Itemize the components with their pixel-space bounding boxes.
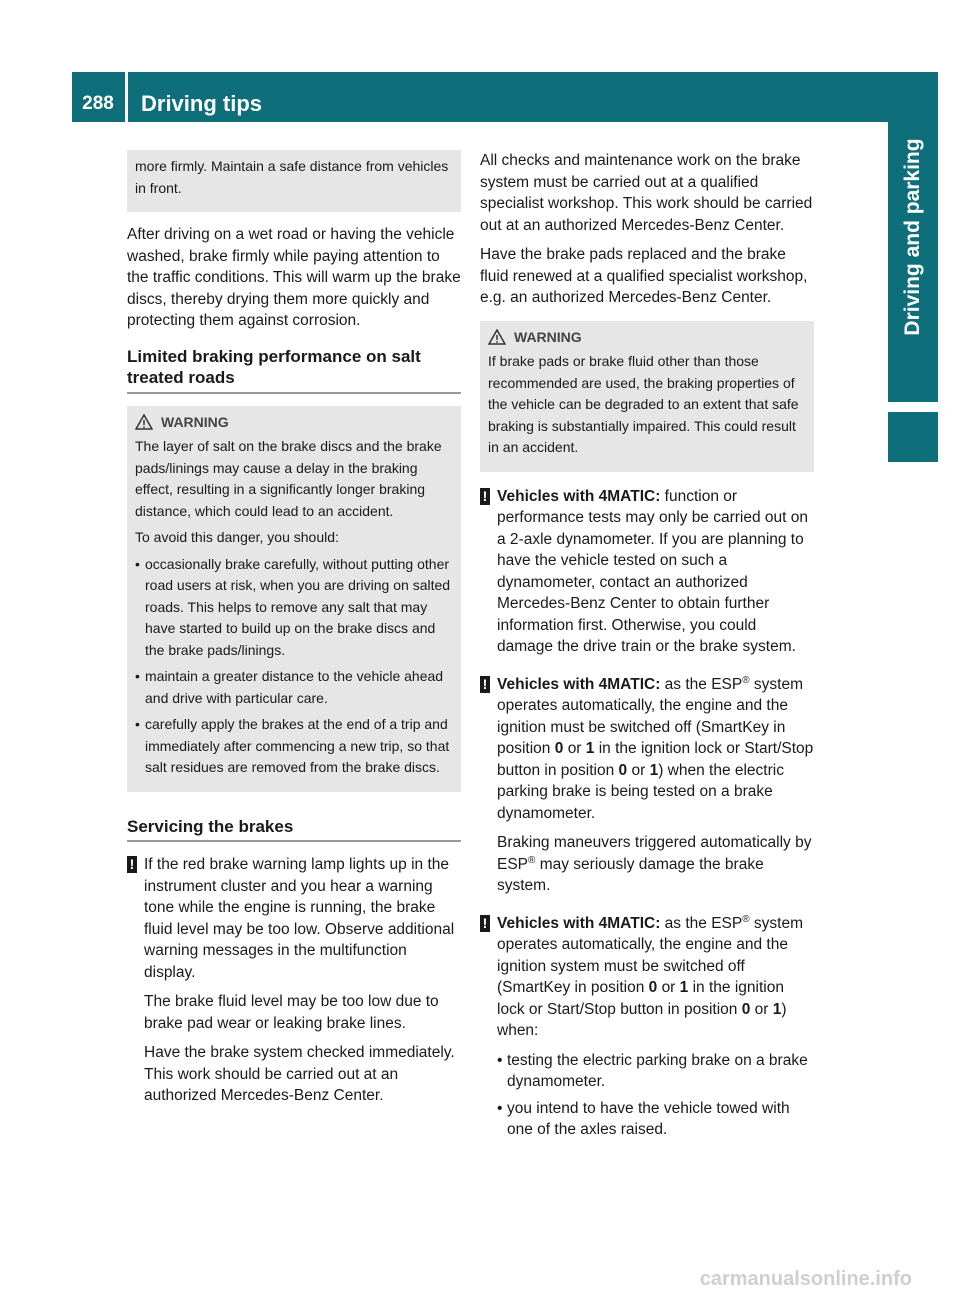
note-text: as the ESP: [664, 914, 743, 932]
maintenance-paragraph: All checks and maintenance work on the brake system must be carried out at a qualified specialist workshop. This work should be carried out at an authorized Mercedes-Benz Center.: [480, 152, 813, 234]
page-number: 288: [82, 93, 114, 114]
list-item: • occasionally brake carefully, without putting other road users at risk, when you are driving on salted roads. This helps to remove any salt that may have started to build up on the brake discs and the brake pads/linings.: [135, 554, 453, 662]
position-value: 0: [648, 979, 658, 996]
brake-pads-paragraph: Have the brake pads replaced and the brake fluid renewed at a qualified specialist workshop, e.g. an authorized Mercedes-Benz Center.: [480, 246, 808, 306]
position-value: 1: [772, 1000, 782, 1018]
section-side-tab-label-wrap: [888, 72, 938, 402]
position-value: 1: [585, 740, 595, 757]
position-value: 1: [679, 979, 689, 996]
note-text: function or performance tests may only be carried out on a 2-axle dynamometer. If you are planning to have the vehicle tested on such a dynamometer, contact an authorized Mercedes-Benz Center to obtain further information first. Otherwise, you could damage the drive train or the brake system.: [497, 487, 809, 655]
warning-title-salt: [135, 412, 453, 434]
note-text: may seriously damage the brake system.: [497, 855, 764, 894]
warning-salt-intro: To avoid this danger, you should:: [135, 529, 339, 545]
registered-mark: ®: [742, 674, 750, 686]
note-text: as the ESP: [664, 675, 743, 693]
note-text: system operates automatically, the engine and the ignition must be switched off (SmartKey in position: [497, 675, 803, 757]
list-item: • you intend to have the vehicle towed with one of the axles raised.: [497, 1098, 814, 1141]
warning-fluid-text: If brake pads or brake fluid other than those recommended are used, the braking properties of the vehicle can be degraded to an extent that safe braking is substantially impaired. This could result in an accident.: [488, 353, 799, 455]
warning-label: WARNING: [161, 413, 229, 430]
position-value: 0: [618, 761, 628, 779]
section-side-tab-label: Driving and parking: [901, 138, 924, 336]
continued-warning-box: [127, 150, 461, 212]
note-text: in the ignition lock or Start/Stop button in position: [497, 740, 814, 779]
note-text: or: [567, 740, 582, 757]
note-4matic-dynamometer: [480, 486, 814, 666]
page-title: Driving tips: [141, 91, 263, 116]
continued-warning-text: more firmly. Maintain a safe distance from vehicles in front.: [135, 158, 449, 196]
note-text: Have the brake system checked immediately. This work should be carried out at an authorized Mercedes-Benz Center.: [144, 1044, 455, 1104]
note-text: ) when the electric parking brake is being tested on a brake dynamometer.: [497, 761, 784, 822]
caution-mark-icon: !: [127, 854, 144, 1115]
warning-triangle-icon: [135, 414, 153, 430]
note-text: or: [661, 979, 676, 996]
note-text: or: [631, 761, 646, 779]
warning-salt-text: The layer of salt on the brake discs and the brake pads/linings may cause a delay in the braking effect, resulting in a significantly longer braking distance, which could lead to an accident.: [135, 438, 442, 519]
note-text: If the red brake warning lamp lights up in the instrument cluster and you hear a warning tone while the engine is running, the brake fluid level may be too low. Observe additional warning messages in the multifunction display.: [144, 856, 455, 981]
caution-mark-icon: !: [480, 674, 497, 905]
note-bold-label: Vehicles with 4MATIC:: [497, 914, 661, 932]
note-4matic-parking-brake: [480, 674, 814, 905]
warning-triangle-icon: [488, 329, 506, 345]
warning-label: WARNING: [514, 328, 582, 345]
list-item-text: maintain a greater distance to the vehicle ahead and drive with particular care.: [145, 668, 444, 706]
list-item-text: occasionally brake carefully, without putting other road users at risk, when you are driving on salted roads. This helps to remove any salt that may have started to build up on the brake discs and the brake pads/linings.: [145, 555, 451, 658]
right-column: [480, 150, 814, 1154]
left-column: [127, 150, 461, 1123]
caution-mark-icon: !: [480, 913, 497, 1146]
note-4matic-towing: [480, 913, 814, 1146]
note-text: Braking maneuvers triggered automatically by ESP: [497, 834, 812, 873]
list-item: • maintain a greater distance to the vehicle ahead and drive with particular care.: [135, 666, 453, 709]
watermark: carmanualsonline.info: [699, 1268, 912, 1290]
list-item: • testing the electric parking brake on a brake dynamometer.: [497, 1050, 814, 1093]
position-value: 0: [741, 1000, 751, 1018]
heading-servicing-brakes: Servicing the brakes: [127, 816, 461, 843]
position-value: 0: [554, 740, 564, 757]
note-bold-label: Vehicles with 4MATIC:: [497, 487, 661, 505]
note-text: system operates automatically, the engine and the ignition system must be switched off (SmartKey in position: [497, 914, 803, 996]
wet-road-paragraph: After driving on a wet road or having the vehicle washed, brake firmly while paying attention to the traffic conditions. This will warm up the brake discs, thereby drying them more quickly and protecting them against corrosion.: [127, 226, 461, 329]
header-divider: [125, 72, 128, 122]
warning-box-brake-fluid: [480, 321, 814, 472]
warning-title-fluid: [488, 327, 806, 349]
registered-mark: ®: [742, 913, 750, 925]
note-text: The brake fluid level may be too low due to brake pad wear or leaking brake lines.: [144, 993, 439, 1032]
list-item: • carefully apply the brakes at the end of a trip and immediately after commencing a new trip, so that salt residues are removed from the brake discs.: [135, 714, 453, 779]
list-item-text: you intend to have the vehicle towed with one of the axles raised.: [507, 1099, 790, 1138]
list-item-text: testing the electric parking brake on a brake dynamometer.: [507, 1051, 808, 1090]
note-bold-label: Vehicles with 4MATIC:: [497, 675, 661, 693]
note-text: in the ignition lock or Start/Stop button in position: [497, 979, 784, 1018]
heading-salt-roads: Limited braking performance on salt treated roads: [127, 346, 461, 394]
side-tab-marker: [888, 412, 938, 462]
note-text: ) when:: [497, 1000, 787, 1039]
note-brake-warning-lamp: [127, 854, 461, 1115]
note-text: or: [754, 1000, 769, 1018]
registered-mark: ®: [528, 854, 536, 866]
list-item-text: carefully apply the brakes at the end of a trip and immediately after commencing a new trip, so that salt residues are removed from the brake discs.: [145, 716, 450, 775]
caution-mark-icon: !: [480, 486, 497, 666]
warning-box-salt: [127, 406, 461, 792]
position-value: 1: [649, 761, 659, 779]
